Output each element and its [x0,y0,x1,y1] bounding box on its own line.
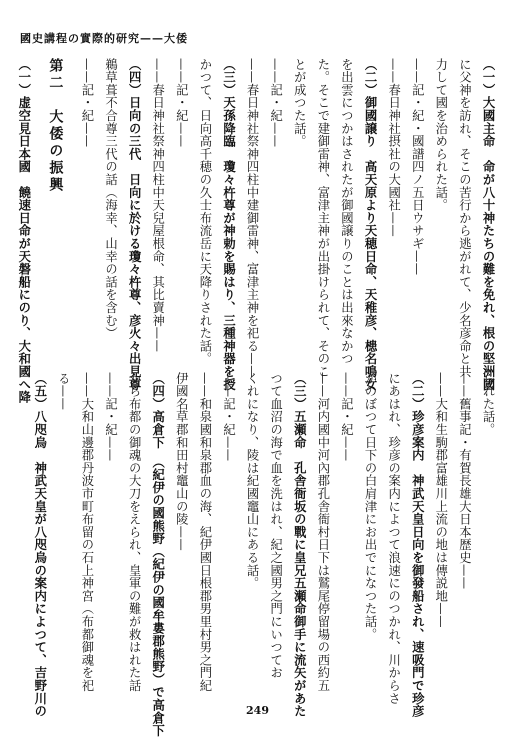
text-line: かのぼつて日下の白肩津にお出でになつた話。 [363,372,378,641]
text-line: ——記・紀—— [174,58,189,148]
section-heading-line: （五）八咫烏 神武天皇が八咫烏の案内によつて、吉野川の [32,372,47,718]
text-line: ——大和山邊郡丹波市町布留の石上神宮（布都御魂を祀 [79,372,94,692]
text-line: つて血沼の海で血を洗はれ、紀之國男之門にいつてお [268,372,283,680]
section-heading-line: （一）大國主命 命が八十神たちの難を免れ、根の堅洲國 [481,58,495,391]
page-number: 249 [246,704,269,717]
text-line: ——記・紀・國譜四ノ五日ウサギ—— [410,58,425,276]
text-line: ——記・紀—— [103,372,118,462]
text-line: ——和泉國和泉郡血の海、紀伊國日根郡男里村男之門紀 [197,372,212,692]
text-line: に父神を訪れ、そこの苦行から逃がれて、少名彦命と共 [457,58,472,378]
text-line: ——春日神社祭神四柱中天兒屋根命、其比賣神—— [150,58,165,353]
column-spacer [66,58,74,353]
text-line: 鵜草葺不合尊三代の話（海幸、山幸の話を含む） [103,58,118,340]
section-heading-line: （三）五瀬命 孔舎衙坂の戰に皇兄五瀬命御手に流矢があた [292,372,307,718]
section-heading-line: （二）珍彦案内 神武天皇日向を御發船され、速吸門で珍彦 [410,372,425,718]
text-line: ——河内國中河內郡孔舎衙村日下は鷲尾停留場の西約五 [315,372,330,692]
text-line: た。そこで建御雷神、富津主神が出掛けられて、そのこ [315,58,330,378]
text-line: られた話。 [481,372,495,436]
text-line: る—— [56,372,71,411]
text-line: ——記・紀—— [268,58,283,148]
section-heading-line: （四）高倉下 （紀伊の國熊野（紀伊の國牟婁郡熊野）で高倉下 [150,372,165,738]
text-line: ——記・紀—— [339,372,354,462]
text-block-top [16,58,499,404]
chapter-title: 第二 大倭の振興 [47,58,64,194]
text-line: かつて、日向高千穂の久士布流岳に天降りされた話。 [197,58,212,366]
section-heading-line: （三）天孫降臨 瓊々杵尊が神勅を賜はり、三種神器を授 [221,58,236,391]
text-line: くれになり、陵は紀國竈山にある話。 [245,372,260,590]
text-line: を出雲につかはされたが御國譲りのことは出來なかつ [339,58,354,366]
text-line: ——記・紀—— [79,58,94,148]
text-line: とが成つた話。 [292,58,307,148]
text-line: ——春日神社祭神四柱中建御雷神、富津主神を祀る—— [245,58,260,378]
text-line: 伊國名草郡和田村竈山の陵—— [174,372,189,552]
running-title: 國史講程の實際的研究——大倭 [20,32,188,45]
text-line: ——春日神社摂社の大國社—— [386,58,401,238]
section-heading-line: （一）虚空見日本國 饒速日命が天磐船にのり、大和國へ降 [16,58,31,404]
text-line: ——記・紀—— [221,372,236,462]
text-line: ——舊事記・有賀長雄大日本歴史—— [457,372,472,590]
section-heading-line: （四）日向の三代 日向に於ける瓊々杵尊、彦火々出見尊 [127,58,142,391]
section-heading-line: （二）御國譲り 高天原より天穂日命、天稚彦、槵名鳴女 [363,58,378,391]
text-line: にあはれ、珍彦の案内によつて浪速にのつかれ、川からさ [386,372,401,705]
text-line: ——大和生駒郡富雄川上流の地は傳説地—— [433,372,448,628]
column-spacer [35,58,43,353]
text-line: 力して國を治められた話。 [433,58,448,212]
text-line: から布都の御魂の大刀をえられ、皇軍の難が救はれた話 [127,372,142,692]
